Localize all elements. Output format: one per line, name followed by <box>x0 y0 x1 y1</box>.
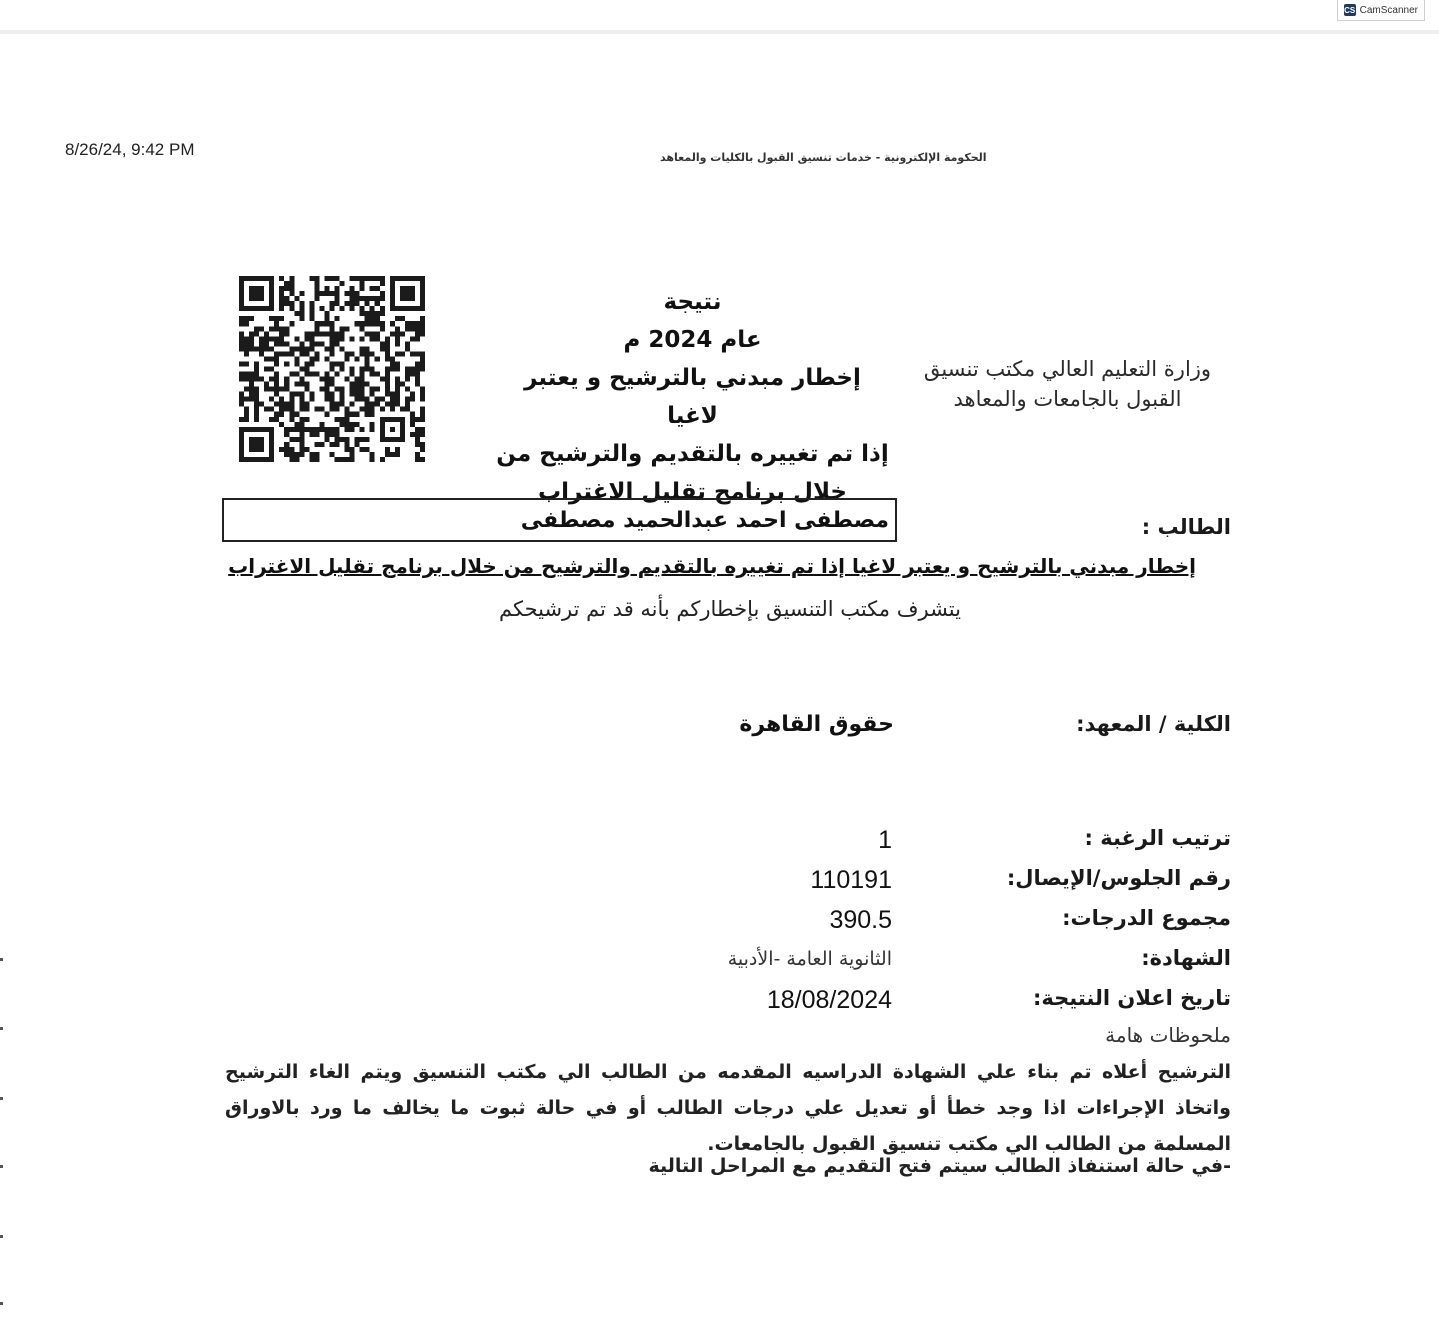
scan-edge-mark <box>0 1097 3 1100</box>
preference-order-label: ترتيب الرغبة : <box>1084 826 1231 850</box>
scan-edge-mark <box>0 1235 3 1238</box>
seat-number-value: 110191 <box>810 866 892 894</box>
qr-code-icon <box>239 276 425 462</box>
total-score-label: مجموع الدرجات: <box>1062 906 1231 930</box>
seat-number-label: رقم الجلوس/الإيصال: <box>1006 866 1231 890</box>
result-date-label: تاريخ اعلان النتيجة: <box>1033 986 1231 1010</box>
faculty-value: حقوق القاهرة <box>739 712 894 737</box>
nomination-statement: يتشرف مكتب التنسيق بإخطاركم بأنه قد تم ترشيحكم <box>499 597 961 621</box>
document-title <box>495 283 890 511</box>
print-timestamp: 8/26/24, 9:42 PM <box>65 140 195 159</box>
title-line-4: إذا تم تغييره بالتقديم والترشيح من <box>496 441 889 467</box>
total-score-value: 390.5 <box>829 906 892 934</box>
ministry-line-1: وزارة التعليم العالي مكتب تنسيق <box>923 357 1212 381</box>
scan-edge-mark <box>0 1302 3 1305</box>
notes-paragraph: الترشيح أعلاه تم بناء علي الشهادة الدراسيه المقدمه من الطالب الي مكتب التنسيق ويتم الغاء الترشيح واتخاذ الإجراءات اذا وجد خطأ أو تعديل علي درجات الطالب أو في حالة ثبوت ما يخالف ما ورد بالاوراق المسلمة من الطالب الي مكتب تنسيق القبول بالجامعات. <box>225 1061 1231 1155</box>
ministry-line-2: القبول بالجامعات والمعاهد <box>953 387 1182 411</box>
certificate-label: الشهادة: <box>1141 946 1231 970</box>
certificate-value: الثانوية العامة -الأدبية <box>727 948 892 970</box>
notes-title: ملحوظات هامة <box>1105 1023 1231 1047</box>
scan-top-band <box>0 0 1439 34</box>
camscanner-logo-icon: CS <box>1344 5 1356 15</box>
result-date-value: 18/08/2024 <box>766 986 892 1014</box>
camscanner-label: CamScanner <box>1359 4 1418 16</box>
scan-edge-mark <box>0 958 3 961</box>
faculty-label: الكلية / المعهد: <box>1076 712 1231 736</box>
notes-last-line: -في حالة استنفاذ الطالب سيتم فتح التقديم مع المراحل التالية <box>648 1155 1231 1177</box>
provisional-notice: إخطار مبدني بالترشيح و يعتبر لاغيا إذا تم تغييره بالتقديم والترشيح من خلال برنامج تقليل الاغتراب <box>228 554 1196 578</box>
ministry-heading <box>905 354 1230 414</box>
scan-edge-mark <box>0 1027 3 1030</box>
student-name-box <box>222 498 897 542</box>
camscanner-badge <box>1337 0 1425 21</box>
title-line-result: نتيجة <box>663 289 722 315</box>
title-line-5: خلال برنامج تقليل الاغتراب <box>538 479 847 505</box>
preference-order-value: 1 <box>878 826 892 854</box>
student-name: مصطفى احمد عبدالحميد مصطفى <box>520 507 889 533</box>
service-header-title: الحكومة الإلكترونية - خدمات تنسيق القبول بالكليات والمعاهد <box>660 151 987 164</box>
title-line-3: إخطار مبدني بالترشيح و يعتبر لاغيا <box>524 365 861 429</box>
title-line-year: عام 2024 م <box>623 327 762 353</box>
student-label: الطالب : <box>1141 515 1231 539</box>
scan-edge-mark <box>0 1165 3 1168</box>
